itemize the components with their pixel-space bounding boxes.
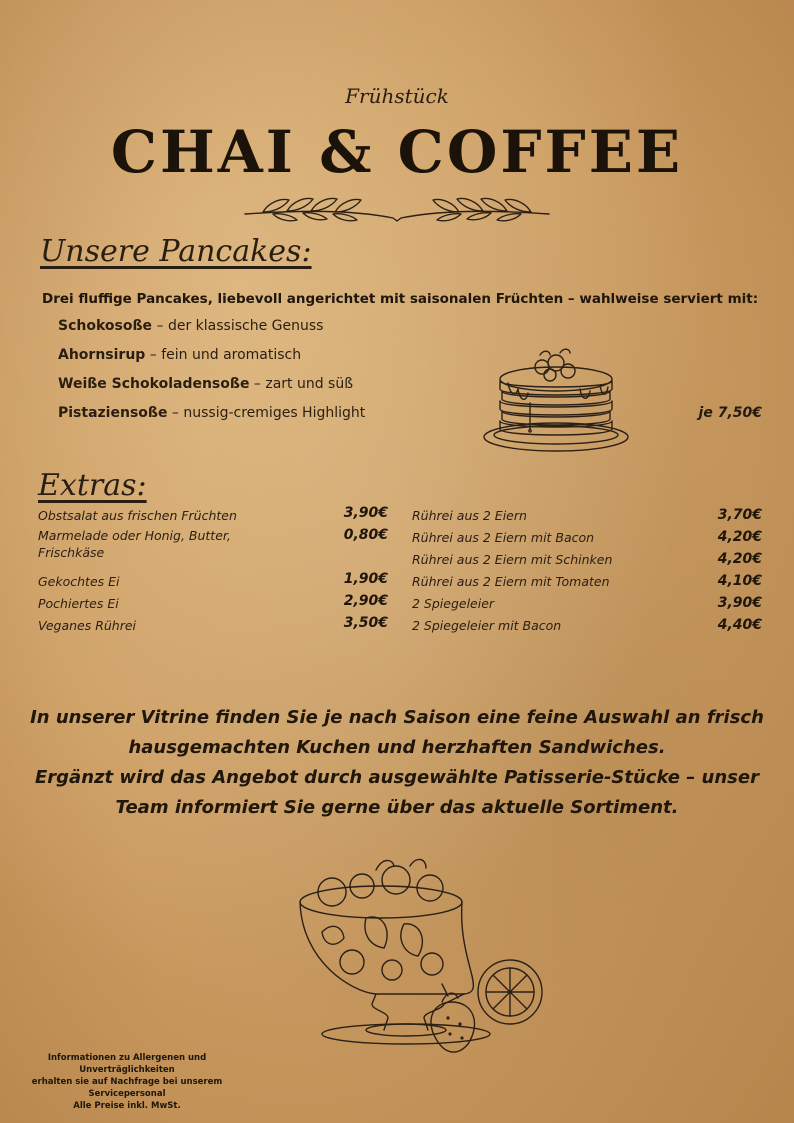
sauce-item: Ahornsirup – fein und aromatisch (58, 347, 302, 363)
extras-right-list (412, 505, 762, 637)
vitrine-note: In unserer Vitrine finden Sie je nach Saison eine feine Auswahl an frisch hausgemachten Kuchen und herzhaften Sandwiches. Ergänzt wird das Angebot durch ausgewählte Patisserie-Stücke – unser Team informiert Sie gerne über das aktuelle Sortiment. (30, 707, 764, 818)
list-item: Veganes Rührei 3,50€ (38, 615, 388, 633)
pancake-stack-icon (480, 345, 634, 461)
menu-subtitle: Frühstück (345, 84, 449, 108)
pancakes-heading: Unsere Pancakes: (40, 234, 312, 269)
list-item: 2 Spiegeleier mit Bacon 4,40€ (412, 617, 762, 633)
sauce-item: Schokosoße – der klassische Genuss (58, 318, 324, 334)
list-item: Rührei aus 2 Eiern 3,70€ (412, 507, 762, 523)
allergen-footer: Informationen zu Allergenen und Unverträglichkeiten erhalten sie auf Nachfrage bei unserem Servicepersonal Alle Preise inkl. MwSt. (31, 1053, 223, 1111)
extras-heading: Extras: (38, 468, 147, 503)
list-item: Pochiertes Ei 2,90€ (38, 593, 388, 611)
menu-title: CHAI & COFFEE (110, 118, 684, 186)
fruit-bowl-icon (292, 852, 554, 1064)
pancakes-intro: Drei fluffige Pancakes, liebevoll angerichtet mit saisonalen Früchten – wahlweise serviert mit: (42, 291, 759, 307)
list-item: 2 Spiegeleier 3,90€ (412, 595, 762, 611)
sauce-item: Weiße Schokoladensoße – zart und süß (58, 376, 354, 392)
list-item: Marmelade oder Honig, Butter, Frischkäse 0,80€ (38, 527, 388, 560)
list-item: Rührei aus 2 Eiern mit Bacon 4,20€ (412, 529, 762, 545)
list-item: Rührei aus 2 Eiern mit Schinken 4,20€ (412, 551, 762, 567)
pancakes-price: je 7,50€ (698, 405, 762, 421)
extras-left-list (38, 505, 388, 637)
list-item: Obstsalat aus frischen Früchten 3,90€ (38, 505, 388, 523)
laurel-ornament-icon (243, 188, 551, 224)
list-item: Gekochtes Ei 1,90€ (38, 571, 388, 589)
sauce-item: Pistaziensoße – nussig-cremiges Highlight (58, 405, 366, 421)
list-item: Rührei aus 2 Eiern mit Tomaten 4,10€ (412, 573, 762, 589)
